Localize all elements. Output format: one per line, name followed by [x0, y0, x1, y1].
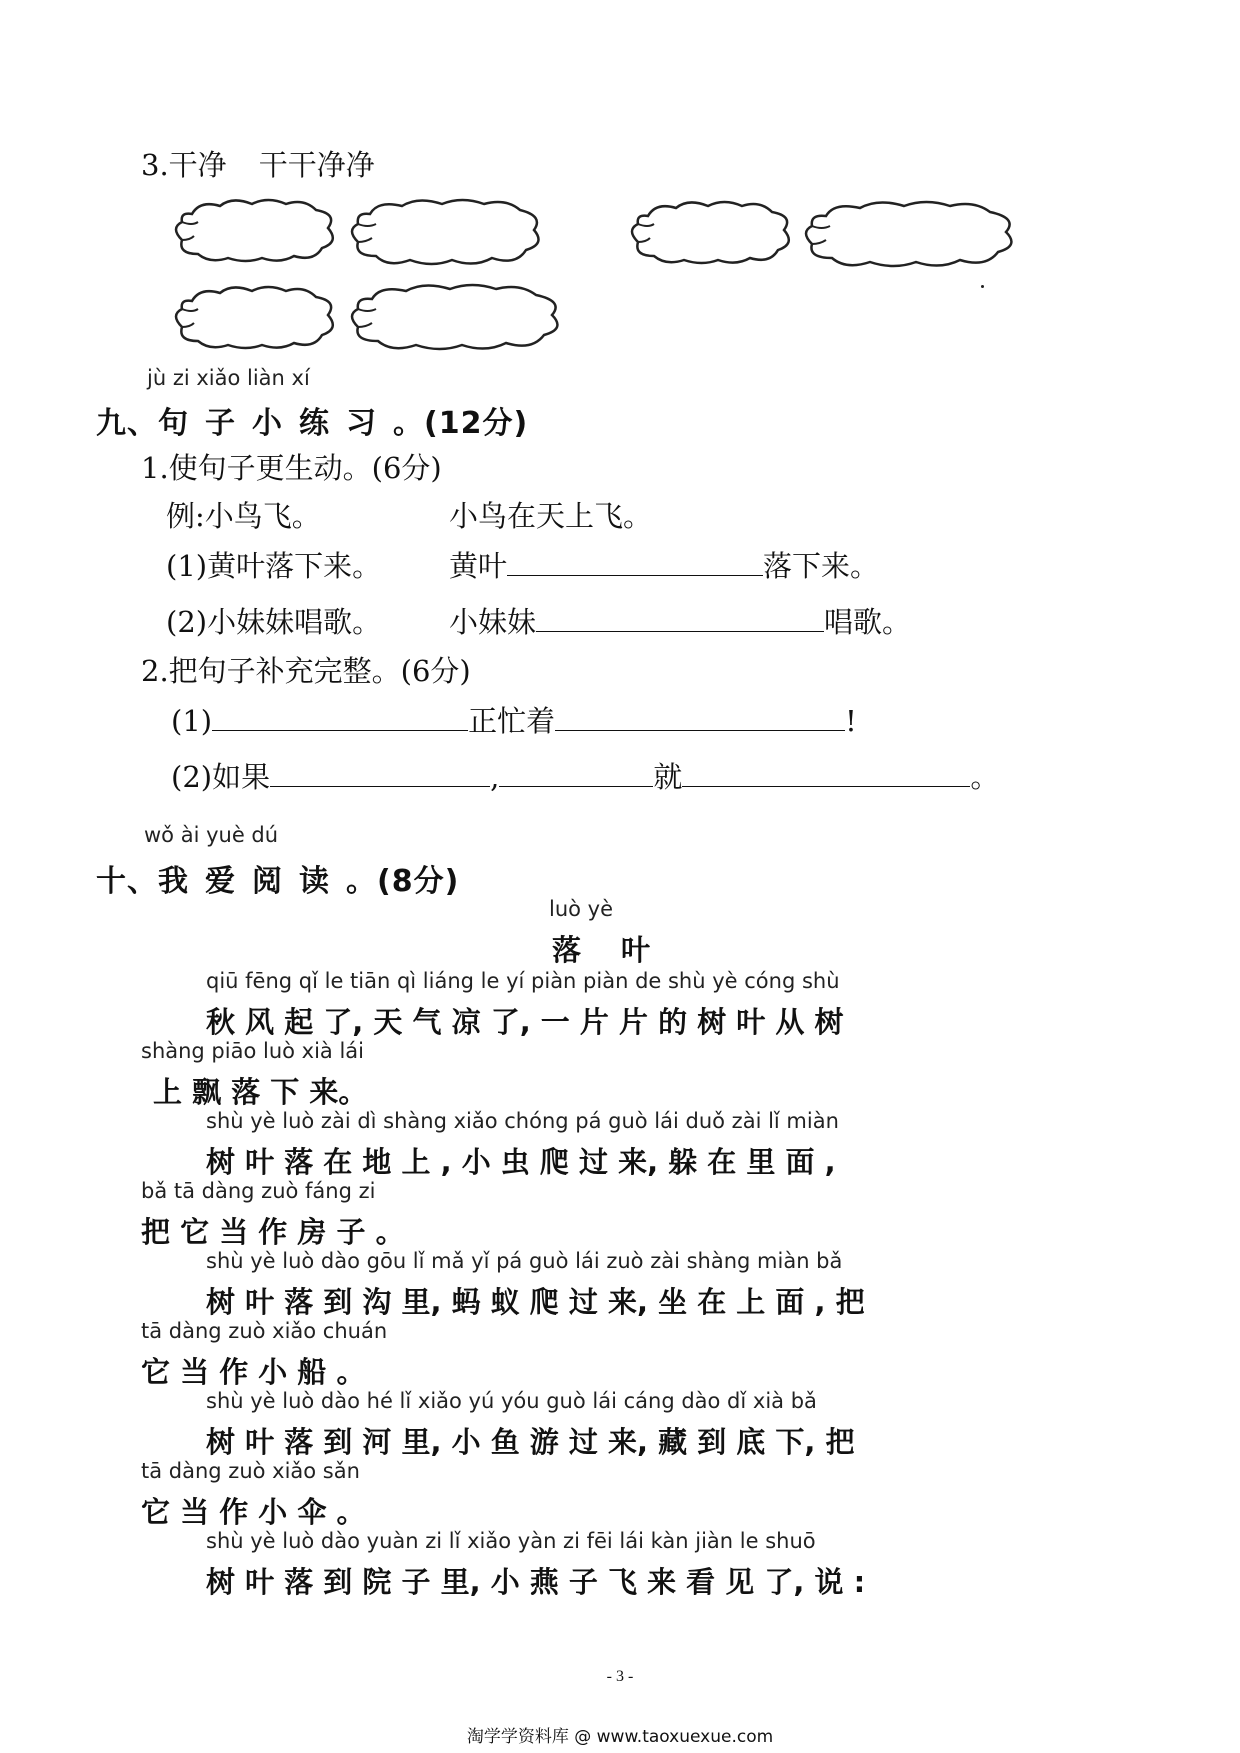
story-line-6-text: 它 当 作 小 船 。 — [141, 1355, 366, 1389]
story-line-5-pinyin: shù yè luò dào gōu lǐ mǎ yǐ pá guò lái zuò zài shàng miàn bǎ — [206, 1249, 843, 1273]
item-1-suffix: 落下来。 — [763, 549, 880, 583]
question-3-number: 3. — [141, 148, 169, 182]
complete-1-blank-1[interactable] — [212, 706, 468, 731]
section-10-pinyin: wǒ ài yuè dú — [144, 823, 279, 847]
section-9-score: 。(12分) — [393, 406, 529, 441]
item-2-blank[interactable] — [536, 607, 824, 632]
story-line-8-pinyin: tā dàng zuò xiǎo sǎn — [141, 1459, 360, 1483]
complete-1-number: (1) — [171, 704, 213, 738]
example-left: 例:小鸟飞。 — [166, 499, 321, 533]
story-line-1-text: 秋 风 起 了, 天 气 凉 了, 一 片 片 的 树 叶 从 树 — [206, 1005, 844, 1039]
story-line-9-text: 树 叶 落 到 院 子 里, 小 燕 子 飞 来 看 见 了, 说 : — [206, 1565, 866, 1599]
complete-2-middle: 就 — [653, 760, 683, 794]
story-line-5-text: 树 叶 落 到 沟 里, 蚂 蚁 爬 过 来, 坐 在 上 面 , 把 — [206, 1285, 865, 1319]
footer-watermark: 淘学学资料库 @ www.taoxuexue.com — [466, 1727, 774, 1747]
complete-1-middle: 正忙着 — [468, 704, 556, 738]
section-9-title: 句子小练习 — [158, 406, 393, 441]
part-1-label: 1.使句子更生动。(6分) — [141, 451, 442, 485]
story-line-4-pinyin: bǎ tā dàng zuò fáng zi — [141, 1179, 376, 1203]
story-title-pinyin: luò yè — [549, 897, 614, 921]
story-line-2-pinyin: shàng piāo luò xià lái — [141, 1039, 365, 1063]
item-1-prefix: 黄叶 — [449, 549, 508, 583]
complete-1 — [171, 699, 857, 740]
story-line-8-text: 它 当 作 小 伞 。 — [141, 1495, 366, 1529]
item-1-original: (1)黄叶落下来。 — [166, 549, 382, 583]
section-10-number: 十、 — [96, 864, 158, 899]
section-9-number: 九、 — [96, 406, 158, 441]
story-line-1-pinyin: qiū fēng qǐ le tiān qì liáng le yí piàn piàn de shù yè cóng shù — [206, 969, 840, 993]
item-2-prefix: 小妹妹 — [449, 605, 537, 639]
story-line-3-pinyin: shù yè luò zài dì shàng xiǎo chóng pá guò lái duǒ zài lǐ miàn — [206, 1109, 839, 1133]
part-2-label: 2.把句子补充完整。(6分) — [141, 654, 471, 688]
question-3-word-1: 干净 — [168, 148, 227, 182]
item-2-original: (2)小妹妹唱歌。 — [166, 605, 382, 639]
answer-cloud-2[interactable] — [346, 196, 546, 268]
item-1-answer — [449, 544, 879, 585]
complete-2-blank-3[interactable] — [682, 762, 970, 787]
story-line-7-text: 树 叶 落 到 河 里, 小 鱼 游 过 来, 藏 到 底 下, 把 — [206, 1425, 855, 1459]
complete-2-end: 。 — [970, 760, 1000, 794]
story-line-4-text: 把 它 当 作 房 子 。 — [141, 1215, 405, 1249]
answer-cloud-3[interactable] — [626, 198, 796, 266]
story-title: 落叶 — [552, 933, 691, 967]
complete-2 — [171, 755, 999, 796]
item-1-blank[interactable] — [507, 551, 763, 576]
complete-2-prefix: (2)如果 — [171, 760, 271, 794]
story-line-2-text: 上 飘 落 下 来。 — [153, 1075, 368, 1109]
question-3 — [141, 143, 375, 184]
story-line-9-pinyin: shù yè luò dào yuàn zi lǐ xiǎo yàn zi fēi lái kàn jiàn le shuō — [206, 1529, 816, 1553]
section-10-heading — [96, 856, 459, 900]
answer-cloud-1[interactable] — [170, 196, 340, 264]
page-number: - 3 - — [606, 1668, 634, 1685]
section-10-score: 。(8分) — [346, 864, 460, 899]
item-2-answer[interactable] — [449, 600, 911, 641]
complete-1-blank-2[interactable] — [555, 706, 845, 731]
complete-1-end: ! — [845, 704, 857, 738]
section-9-pinyin: jù zi xiǎo liàn xí — [147, 366, 310, 390]
answer-cloud-4[interactable] — [800, 198, 1020, 270]
example-right: 小鸟在天上飞。 — [449, 499, 653, 533]
complete-2-comma: , — [490, 760, 500, 794]
section-9-heading — [96, 398, 528, 442]
story-line-3-text: 树 叶 落 在 地 上 , 小 虫 爬 过 来, 躲 在 里 面 , — [206, 1145, 836, 1179]
section-10-title: 我爱阅读 — [158, 864, 346, 899]
answer-cloud-6[interactable] — [346, 281, 566, 353]
complete-2-blank-2[interactable] — [499, 762, 653, 787]
complete-2-blank-1[interactable] — [270, 762, 490, 787]
question-3-word-2: 干干净净 — [258, 148, 375, 182]
story-line-7-pinyin: shù yè luò dào hé lǐ xiǎo yú yóu guò lái cáng dào dǐ xià bǎ — [206, 1389, 817, 1413]
stray-dot — [981, 285, 984, 288]
item-2-suffix: 唱歌。 — [824, 605, 912, 639]
story-line-6-pinyin: tā dàng zuò xiǎo chuán — [141, 1319, 388, 1343]
answer-cloud-5[interactable] — [170, 283, 340, 351]
